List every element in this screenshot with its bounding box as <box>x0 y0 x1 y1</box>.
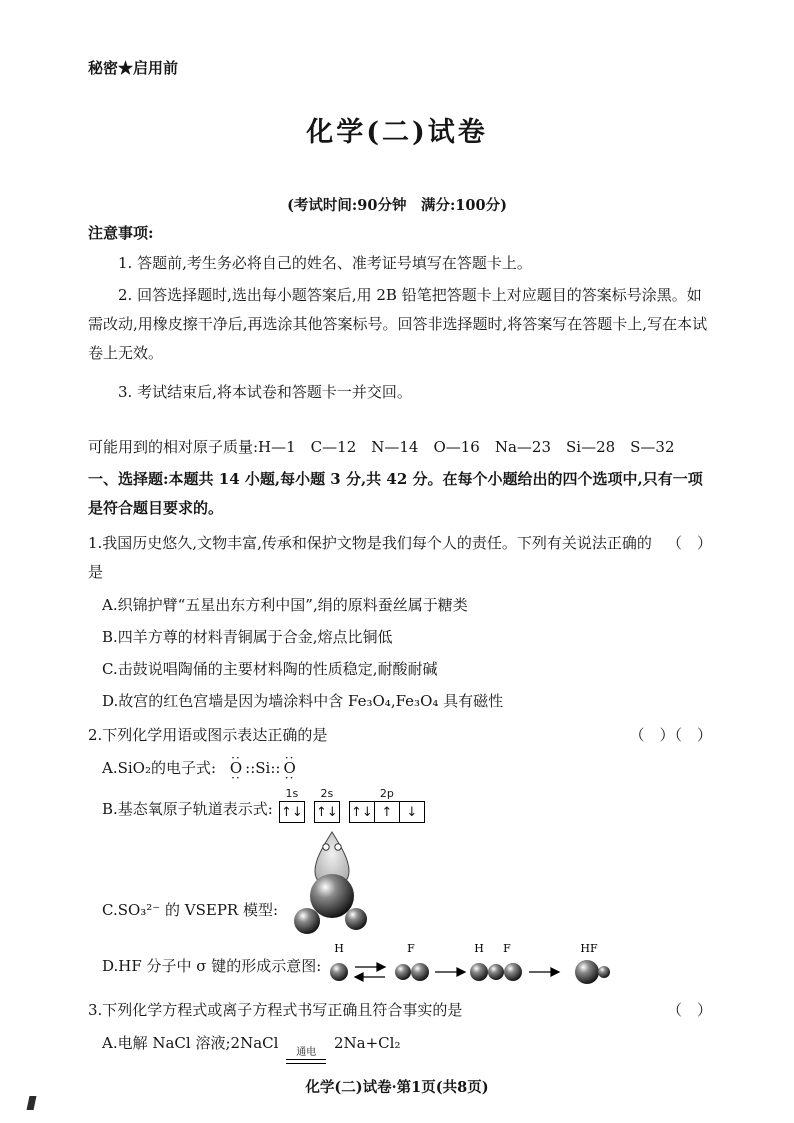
formula-atom-si: Si <box>255 759 271 777</box>
q2-option-d <box>102 940 712 990</box>
bond-atom-sphere <box>294 908 320 934</box>
q1-option-c: C.击鼓说唱陶俑的主要材料陶的性质稳定,耐酸耐碱 <box>102 660 438 678</box>
q2-option-b-text: B.基态氧原子轨道表示式: <box>102 800 273 818</box>
arrow-right-icon <box>355 963 385 971</box>
q3-option-a-rhs: 2Na+Cl₂ <box>333 1034 401 1052</box>
q3-stem-row <box>88 996 712 1025</box>
orbital-label-2s: 2s <box>320 787 334 800</box>
q1-stem-row <box>88 529 712 587</box>
q3-option-a-lhs: A.电解 NaCl 溶液;2NaCl <box>102 1034 279 1052</box>
orbital-label-1s: 1s <box>285 787 299 800</box>
label-f: F <box>407 942 416 955</box>
lone-pair-dot <box>335 844 341 850</box>
h-orbital-sphere <box>330 963 348 981</box>
q2-option-a <box>102 755 712 782</box>
notice-item-1: 1. 答题前,考生务必将自己的姓名、准考证号填写在答题卡上。 <box>118 254 532 272</box>
arrow-right-icon <box>529 968 559 976</box>
f-orbital-lobe <box>504 963 522 981</box>
content <box>88 220 712 1069</box>
q2-option-b <box>102 787 712 823</box>
q1-option-a: A.织锦护臂“五星出东方利中国”,绢的原料蚕丝属于糖类 <box>102 596 468 614</box>
formula-atom-o-left: ·· O ·· <box>227 755 245 782</box>
section-heading: 一、选择题:本题共 14 小题,每小题 3 分,共 42 分。在每个小题给出的四个选项中,只有一项是符合题目要求的。 <box>88 470 703 517</box>
question-1 <box>88 529 712 715</box>
q1-option-b: B.四羊方尊的材料青铜属于合金,熔点比铜低 <box>102 628 393 646</box>
question-2 <box>88 721 712 990</box>
notice-heading: 注意事项: <box>88 224 154 242</box>
orbital-label-2p: 2p <box>379 787 394 800</box>
q1-option-d: D.故宫的红色宫墙是因为墙涂料中含 Fe₃O₄,Fe₃O₄ 具有磁性 <box>102 692 504 710</box>
reaction-equals-line <box>286 1059 326 1064</box>
orbital-group-1s <box>279 787 305 823</box>
q2-stem: 2.下列化学用语或图示表达正确的是 <box>88 726 328 744</box>
orbital-cell: ↑↓ <box>314 801 340 823</box>
vsepr-model-image <box>282 828 382 940</box>
notice-item-2: 2. 回答选择题时,选出每小题答案后,用 2B 铅笔把答题卡上对应题目的答案标号涂黑。如需改动,用橡皮擦干净后,再选涂其他答案标号。回答非选择题时,将答案写在答题卡上,写在本试卷上无效。 <box>88 286 708 362</box>
formula-bond-left: :: <box>245 759 256 777</box>
q1-stem: 1.我国历史悠久,文物丰富,传承和保护文物是我们每个人的责任。下列有关说法正确的是 <box>88 534 652 581</box>
q2-option-c-text: C.SO₃²⁻ 的 VSEPR 模型: <box>102 901 279 919</box>
q2-option-c <box>102 828 712 940</box>
h-orbital-sphere <box>470 963 488 981</box>
orbital-cell: ↑ <box>374 801 400 823</box>
security-label: 秘密★启用前 <box>88 59 179 77</box>
q1-answer-bracket: （ ） <box>666 534 712 552</box>
q2-option-d-text: D.HF 分子中 σ 键的形成示意图: <box>102 956 322 975</box>
central-atom-sphere <box>310 874 354 918</box>
electron-dot-formula <box>227 755 299 782</box>
question-3 <box>88 996 712 1064</box>
q2-answer-bracket: （ ）（ ） <box>629 726 712 744</box>
orbital-group-2p <box>349 787 425 823</box>
q3-answer-bracket: （ ） <box>666 1001 712 1019</box>
arrow-right-icon <box>435 968 465 976</box>
page-title: 化学(二)试卷 <box>306 117 488 148</box>
formula-bond-right: :: <box>270 759 281 777</box>
q2-option-a-text: A.SiO₂的电子式: <box>102 759 217 777</box>
hf-molecule-lobe <box>598 966 610 978</box>
hf-sigma-bond-image <box>325 940 625 990</box>
q3-stem: 3.下列化学方程式或离子方程式书写正确且符合事实的是 <box>88 1001 463 1019</box>
label-hf: HF <box>580 942 598 955</box>
reaction-condition <box>286 1047 326 1064</box>
orbital-cell: ↑↓ <box>279 801 305 823</box>
notice-item-3: 3. 考试结束后,将本试卷和答题卡一并交回。 <box>118 383 412 401</box>
f-orbital-lobe <box>488 964 504 980</box>
label-h2: H <box>474 942 485 955</box>
formula-atom-o-right: ·· O ·· <box>280 755 298 782</box>
exam-time-score: (考试时间:90分钟 满分:100分) <box>287 197 507 214</box>
orbital-cell: ↓ <box>399 801 425 823</box>
label-f2: F <box>503 942 512 955</box>
page-footer: 化学(二)试卷·第1页(共8页) <box>305 1079 489 1096</box>
label-h: H <box>334 942 345 955</box>
arrow-left-icon <box>355 973 385 981</box>
atomic-mass-line: 可能用到的相对原子质量:H—1 C—12 N—14 O—16 Na—23 Si—28 S—32 <box>88 438 675 456</box>
scan-artifact <box>27 1096 37 1110</box>
q3-option-a <box>102 1030 712 1064</box>
q2-stem-row <box>88 721 712 750</box>
lone-pair-dot <box>323 844 329 850</box>
orbital-diagram <box>279 787 425 823</box>
orbital-group-2s <box>314 787 340 823</box>
f-orbital-lobe <box>395 964 411 980</box>
bond-atom-sphere <box>345 908 367 930</box>
hf-molecule-sphere <box>575 960 599 984</box>
orbital-cell: ↑↓ <box>349 801 375 823</box>
f-orbital-lobe <box>411 963 429 981</box>
reaction-condition-label: 通电 <box>296 1047 317 1058</box>
